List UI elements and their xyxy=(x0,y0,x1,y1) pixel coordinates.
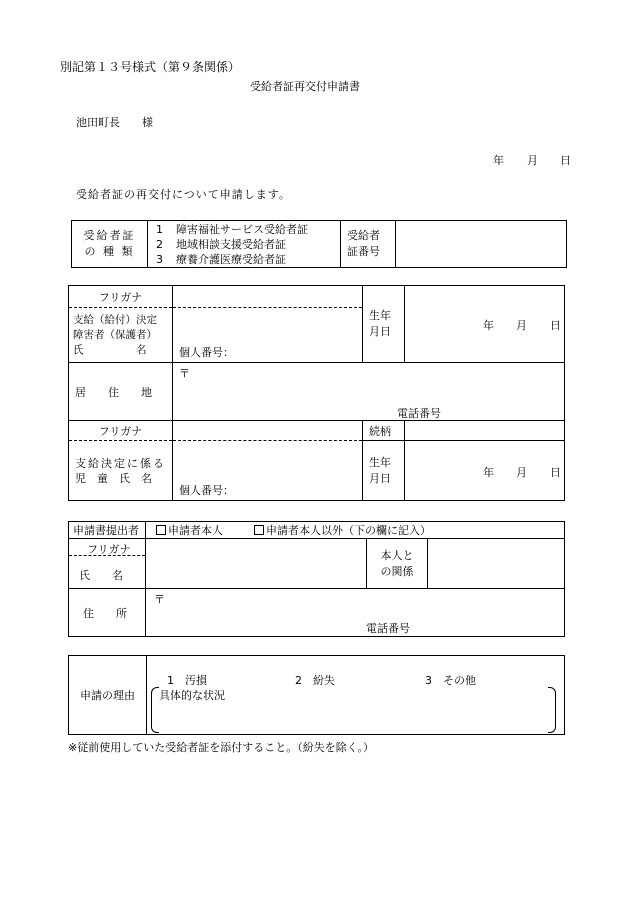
applicant-address-label: 居 住 地 xyxy=(69,363,173,421)
reason-option[interactable]: 3 その他 xyxy=(425,674,476,687)
certificate-number-label: 受給者 証番号 xyxy=(341,221,396,268)
applicant-address-field[interactable] xyxy=(173,363,565,421)
applicant-furigana-field[interactable] xyxy=(173,286,363,308)
submitter-address-field[interactable] xyxy=(146,589,565,637)
child-birth-field[interactable]: 年 月 日 xyxy=(405,441,565,501)
applicant-name-field[interactable] xyxy=(173,308,363,363)
applicant-furigana-label: フリガナ xyxy=(69,286,173,308)
reason-option[interactable]: 2 紛失 xyxy=(295,674,335,687)
child-relation-field[interactable] xyxy=(405,421,565,441)
applicant-phone-label: 電話番号 xyxy=(397,407,441,420)
applicant-postal-mark: 〒 xyxy=(179,367,190,380)
form-title: 受給者証再交付申請書 xyxy=(250,80,360,93)
date-day: 日 xyxy=(560,154,571,167)
submitter-address-label: 住 所 xyxy=(69,589,146,637)
child-name-label: 支給決定に係る 児 童 氏 名 xyxy=(69,441,173,501)
certificate-type-option[interactable]: 3 療養介護医療受給者証 xyxy=(156,252,286,266)
applicant-name-label: 支給（給付）決定 障害者（保護者） 氏 名 xyxy=(69,308,173,363)
reason-option[interactable]: 1 汚損 xyxy=(167,674,207,687)
child-birth-label: 生年 月日 xyxy=(363,441,405,501)
submitter-table xyxy=(68,521,565,637)
submitter-self-checkbox[interactable]: 申請者本人 xyxy=(156,524,223,537)
bracket-left xyxy=(151,687,159,733)
submitter-options xyxy=(146,522,565,539)
submitter-postal-mark: 〒 xyxy=(154,593,165,606)
footnote: ※従前使用していた受給者証を添付すること。（紛失を除く。） xyxy=(68,741,374,754)
certificate-type-options xyxy=(148,221,341,268)
applicant-personal-number-label: 個人番号： xyxy=(179,346,234,359)
certificate-table xyxy=(71,220,567,268)
child-furigana-label: フリガナ xyxy=(69,421,173,441)
child-relation-label: 続柄 xyxy=(363,421,405,441)
submitter-label: 申請書提出者 xyxy=(69,522,146,539)
child-furigana-field[interactable] xyxy=(173,421,363,441)
reason-table xyxy=(68,655,565,735)
submitter-phone-label: 電話番号 xyxy=(366,622,410,635)
submitter-name-label: フリガナ 氏 名 xyxy=(69,539,146,589)
reason-detail-label: 具体的な状況 xyxy=(159,689,225,702)
honorific: 様 xyxy=(142,116,153,129)
bracket-right xyxy=(548,687,556,733)
applicant-table xyxy=(68,285,565,501)
submitter-other-checkbox[interactable]: 申請者本人以外（下の欄に記入） xyxy=(254,524,431,537)
date-month: 月 xyxy=(527,154,538,167)
date-year: 年 xyxy=(493,154,504,167)
submitter-relation-label: 本人と の関係 xyxy=(367,539,428,589)
certificate-type-option[interactable]: 2 地域相談支援受給者証 xyxy=(156,237,286,251)
reason-field[interactable] xyxy=(147,656,565,735)
addressee: 池田町長 xyxy=(76,116,120,129)
submitter-name-field[interactable] xyxy=(146,539,367,589)
submitter-relation-field[interactable] xyxy=(428,539,565,589)
certificate-type-option[interactable]: 1 障害福祉サービス受給者証 xyxy=(156,222,308,236)
certificate-number-field[interactable] xyxy=(396,221,567,268)
child-personal-number-label: 個人番号： xyxy=(179,484,234,497)
child-name-field[interactable] xyxy=(173,441,363,501)
reason-label: 申請の理由 xyxy=(69,656,147,735)
applicant-birth-field[interactable]: 年 月 日 xyxy=(405,286,565,363)
intro-text: 受給者証の再交付について申請します。 xyxy=(76,188,291,201)
form-number: 別記第１３号様式（第９条関係） xyxy=(60,60,241,74)
applicant-birth-label: 生年 月日 xyxy=(363,286,405,363)
certificate-type-label: 受給者証 の 種 類 xyxy=(72,221,148,268)
